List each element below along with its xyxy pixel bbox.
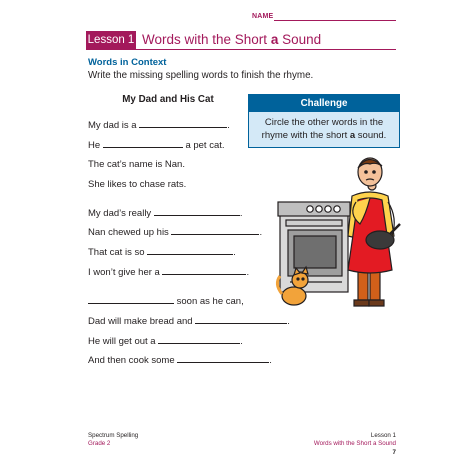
lesson-title-before: Words with the Short — [142, 32, 271, 47]
lesson-header — [86, 31, 396, 49]
challenge-text: Circle the other words in the rhyme with the short a sound. — [249, 112, 399, 147]
name-label: NAME — [252, 13, 274, 20]
challenge-box — [248, 94, 400, 148]
poem-title: My Dad and His Cat — [122, 94, 214, 105]
footer-grade: Grade 2 — [88, 440, 111, 447]
man-cooking-illustration — [272, 150, 402, 310]
poem-line: My dad’s really . — [88, 208, 243, 219]
challenge-title: Challenge — [249, 95, 399, 112]
poem-line: She likes to chase rats. — [88, 179, 187, 190]
footer-lesson-title: Words with the Short a Sound — [313, 440, 396, 447]
answer-blank[interactable] — [162, 266, 246, 275]
answer-blank[interactable] — [177, 354, 269, 363]
poem-line: Nan chewed up his . — [88, 227, 263, 238]
answer-blank[interactable] — [195, 315, 287, 324]
answer-blank[interactable] — [139, 119, 227, 128]
poem-line: soon as he can, — [88, 295, 244, 307]
answer-blank[interactable] — [88, 295, 174, 304]
poem-line: Dad will make bread and . — [88, 316, 290, 327]
answer-blank[interactable] — [103, 139, 183, 148]
instructions: Write the missing spelling words to finish the rhyme. — [88, 70, 314, 81]
poem-line: And then cook some . — [88, 355, 272, 366]
page-number: 7 — [392, 449, 396, 456]
section-heading: Words in Context — [88, 57, 167, 68]
lesson-title — [142, 31, 321, 49]
poem-line: That cat is so . — [88, 247, 236, 258]
answer-blank[interactable] — [147, 246, 233, 255]
poem-line: The cat’s name is Nan. — [88, 159, 185, 170]
footer-book-title: Spectrum Spelling — [88, 432, 139, 439]
answer-blank[interactable] — [158, 335, 240, 344]
lesson-badge: Lesson 1 — [86, 31, 136, 49]
poem-line: He a pet cat. — [88, 140, 225, 151]
lesson-divider — [86, 49, 396, 50]
answer-blank[interactable] — [154, 207, 240, 216]
poem-line: He will get out a . — [88, 336, 243, 347]
lesson-title-after: Sound — [278, 32, 322, 47]
name-line[interactable] — [274, 20, 396, 21]
poem-line: I won’t give her a . — [88, 267, 250, 278]
answer-blank[interactable] — [171, 226, 259, 235]
footer-lesson: Lesson 1 — [370, 432, 396, 439]
lesson-title-letter: a — [270, 32, 279, 47]
poem-line: My dad is a . — [88, 120, 230, 131]
